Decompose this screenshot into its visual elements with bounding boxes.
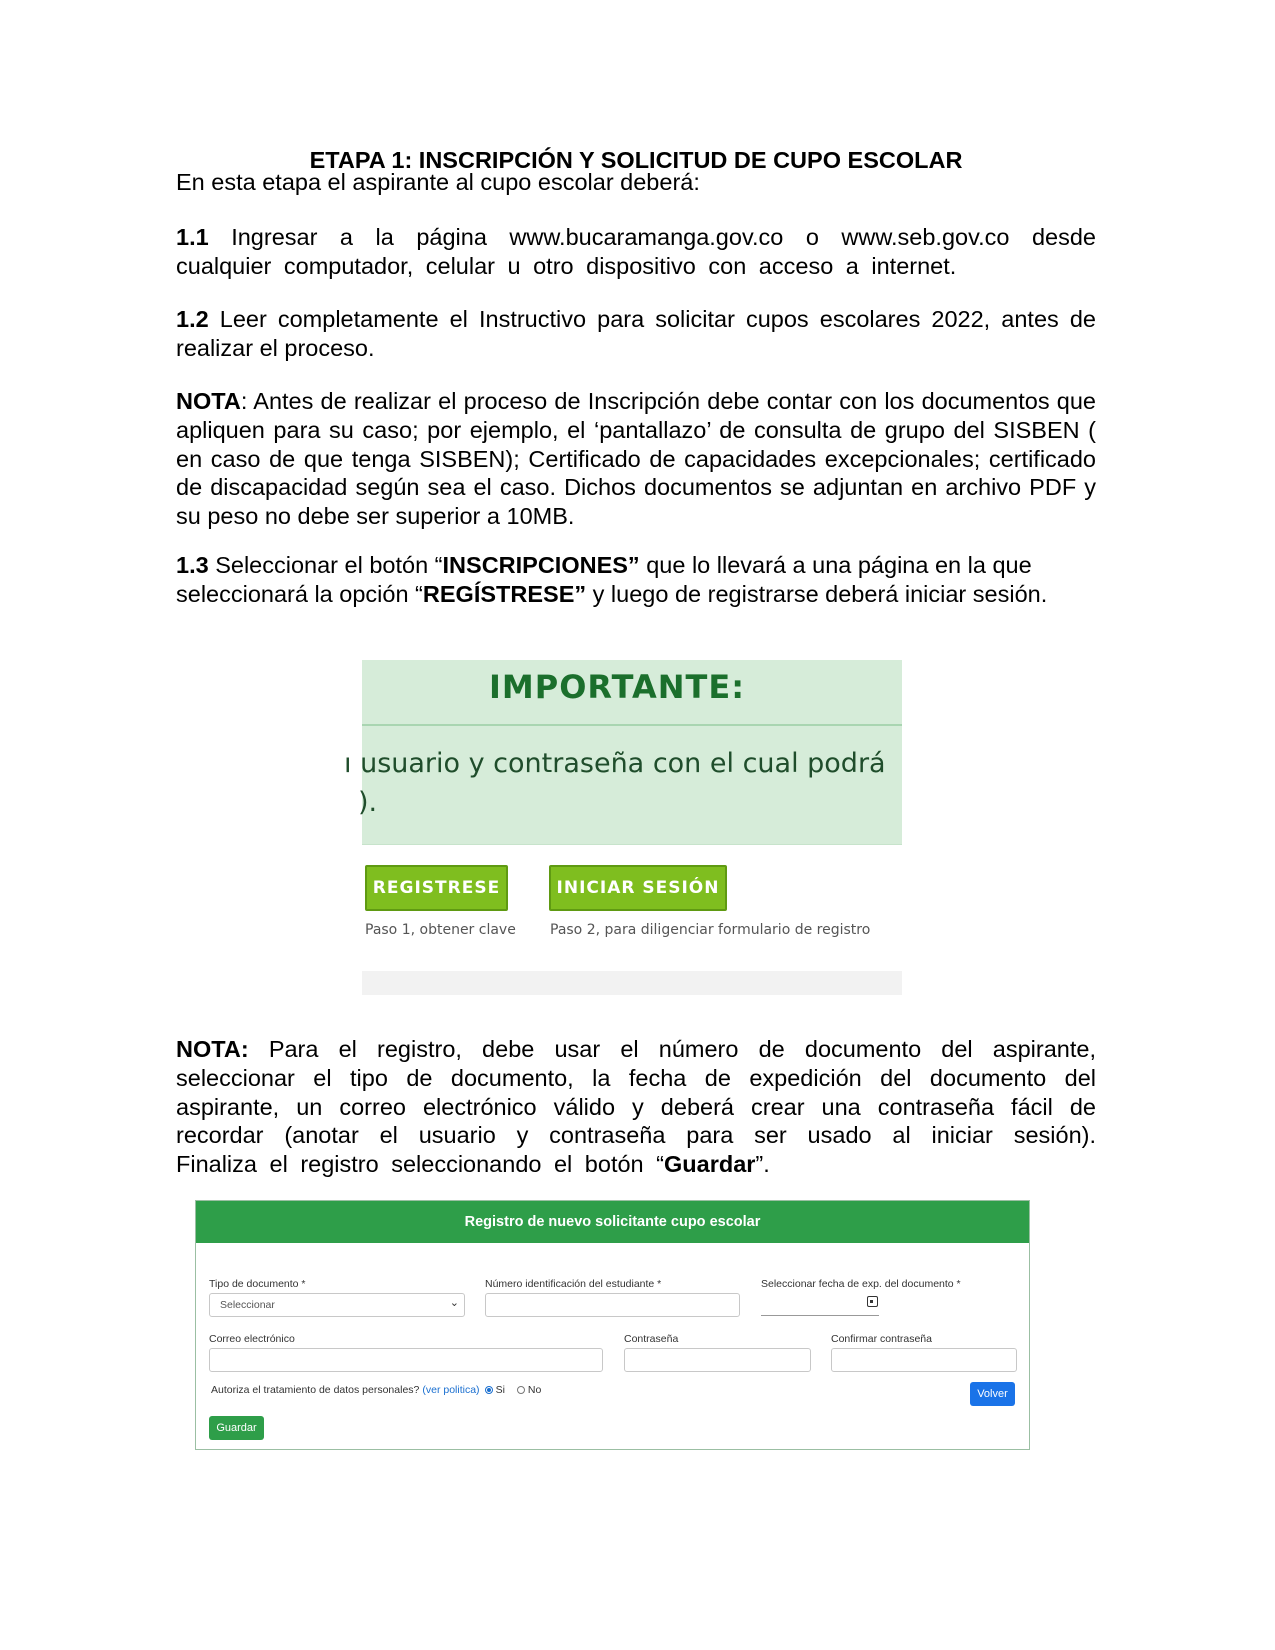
registration-form-screenshot <box>195 1200 1030 1450</box>
footer-bar <box>362 971 902 995</box>
step-1-3-text-a: Seleccionar el botón “ <box>208 552 443 578</box>
save-button[interactable]: Guardar <box>209 1416 264 1440</box>
email-label: Correo electrónico <box>209 1333 295 1345</box>
consent-text: Autoriza el tratamiento de datos personales? <box>211 1384 420 1396</box>
intro-text: En esta etapa el aspirante al cupo escolar deberá: <box>176 169 700 195</box>
nota-2-bold: Guardar <box>663 1151 756 1178</box>
step1-caption: Paso 1, obtener clave <box>365 922 516 938</box>
date-label: Seleccionar fecha de exp. del documento * <box>761 1278 961 1290</box>
doc-type-label: Tipo de documento * <box>209 1278 306 1290</box>
step-1-2 <box>176 305 1096 363</box>
important-box <box>344 660 902 845</box>
page-title: ETAPA 1: INSCRIPCIÓN Y SOLICITUD DE CUPO ESCOLAR <box>309 147 963 173</box>
step-1-2-text: Leer completamente el Instructivo para solicitar cupos escolares 2022, antes de realizar el proceso. <box>176 306 1096 361</box>
consent-yes-radio[interactable] <box>485 1386 493 1394</box>
id-number-input[interactable] <box>485 1293 740 1317</box>
step-1-3-text-c: y luego de registrarse deberá iniciar sesión. <box>586 580 1048 607</box>
nota-2-text-b: ”. <box>755 1151 770 1178</box>
step-1-3-bold-b: REGÍSTRESE” <box>422 580 587 607</box>
consent-no-radio[interactable] <box>517 1386 525 1394</box>
confirm-password-label: Confirmar contraseña <box>831 1333 932 1345</box>
important-divider <box>362 724 902 726</box>
important-box-border <box>362 844 902 845</box>
step-1-3 <box>176 551 1096 609</box>
form-header: Registro de nuevo solicitante cupo escolar <box>196 1201 1029 1243</box>
confirm-password-input[interactable] <box>831 1348 1017 1372</box>
important-screenshot <box>344 660 902 995</box>
step-1-1-number: 1.1 <box>176 224 209 250</box>
step-1-1 <box>176 223 1096 281</box>
nota-1-label: NOTA <box>176 388 241 414</box>
doc-type-select[interactable] <box>209 1293 465 1317</box>
nota-2-label: NOTA: <box>176 1036 249 1062</box>
important-text-line2: ). <box>358 787 378 818</box>
step-1-3-text-b: que lo llevará a una página en la que seleccionará la opción “ <box>176 552 1032 607</box>
consent-yes-label: Si <box>495 1384 505 1396</box>
email-input[interactable] <box>209 1348 603 1372</box>
doc-type-value: Seleccionar <box>220 1299 275 1311</box>
consent-row <box>211 1384 541 1396</box>
login-button[interactable]: INICIAR SESIÓN <box>549 865 727 911</box>
step2-caption: Paso 2, para diligenciar formulario de registro <box>550 922 871 938</box>
step-1-3-number: 1.3 <box>176 552 209 578</box>
back-button[interactable]: Volver <box>970 1382 1015 1406</box>
nota-2 <box>176 1035 1096 1179</box>
calendar-icon[interactable] <box>867 1296 878 1307</box>
register-button[interactable]: REGISTRESE <box>365 865 508 911</box>
step-1-1-text: Ingresar a la página www.bucaramanga.gov.co o www.seb.gov.co desde cualquier computador, celular u otro dispositivo con acceso a internet. <box>176 224 1097 279</box>
policy-link[interactable]: (ver politica) <box>422 1384 480 1396</box>
nota-2-text-a: Para el registro, debe usar el número de documento del aspirante, seleccionar el tipo de documento, la fecha de expedición del documento del aspirante, un correo electrónico válido y deberá crear una contraseña fácil de recordar (anotar el usuario y contraseña para ser usado al iniciar sesión). Finaliza el registro seleccionando el botón “ <box>176 1036 1096 1178</box>
important-heading: IMPORTANTE: <box>489 668 745 706</box>
nota-1-text: : Antes de realizar el proceso de Inscripción debe contar con los documentos que apliquen para su caso; por ejemplo, el ‘pantallazo’ de consulta de grupo del SISBEN ( en caso de que tenga SISBEN); Certificado de capacidades excepcionales; certificado de discapacidad según sea el caso. Dichos documentos se adjuntan en archivo PDF y su peso no debe ser superior a 10MB. <box>176 388 1096 530</box>
date-input[interactable] <box>761 1315 879 1316</box>
important-text-line1: ı usuario y contraseña con el cual podrá <box>344 748 886 779</box>
nota-1 <box>176 387 1096 531</box>
step-1-2-number: 1.2 <box>176 306 209 332</box>
password-input[interactable] <box>624 1348 811 1372</box>
id-number-label: Número identificación del estudiante * <box>485 1278 662 1290</box>
consent-no-label: No <box>527 1384 542 1396</box>
password-label: Contraseña <box>624 1333 679 1345</box>
step-1-3-bold-a: INSCRIPCIONES” <box>442 552 640 578</box>
chevron-down-icon: ⌄ <box>449 1297 459 1309</box>
